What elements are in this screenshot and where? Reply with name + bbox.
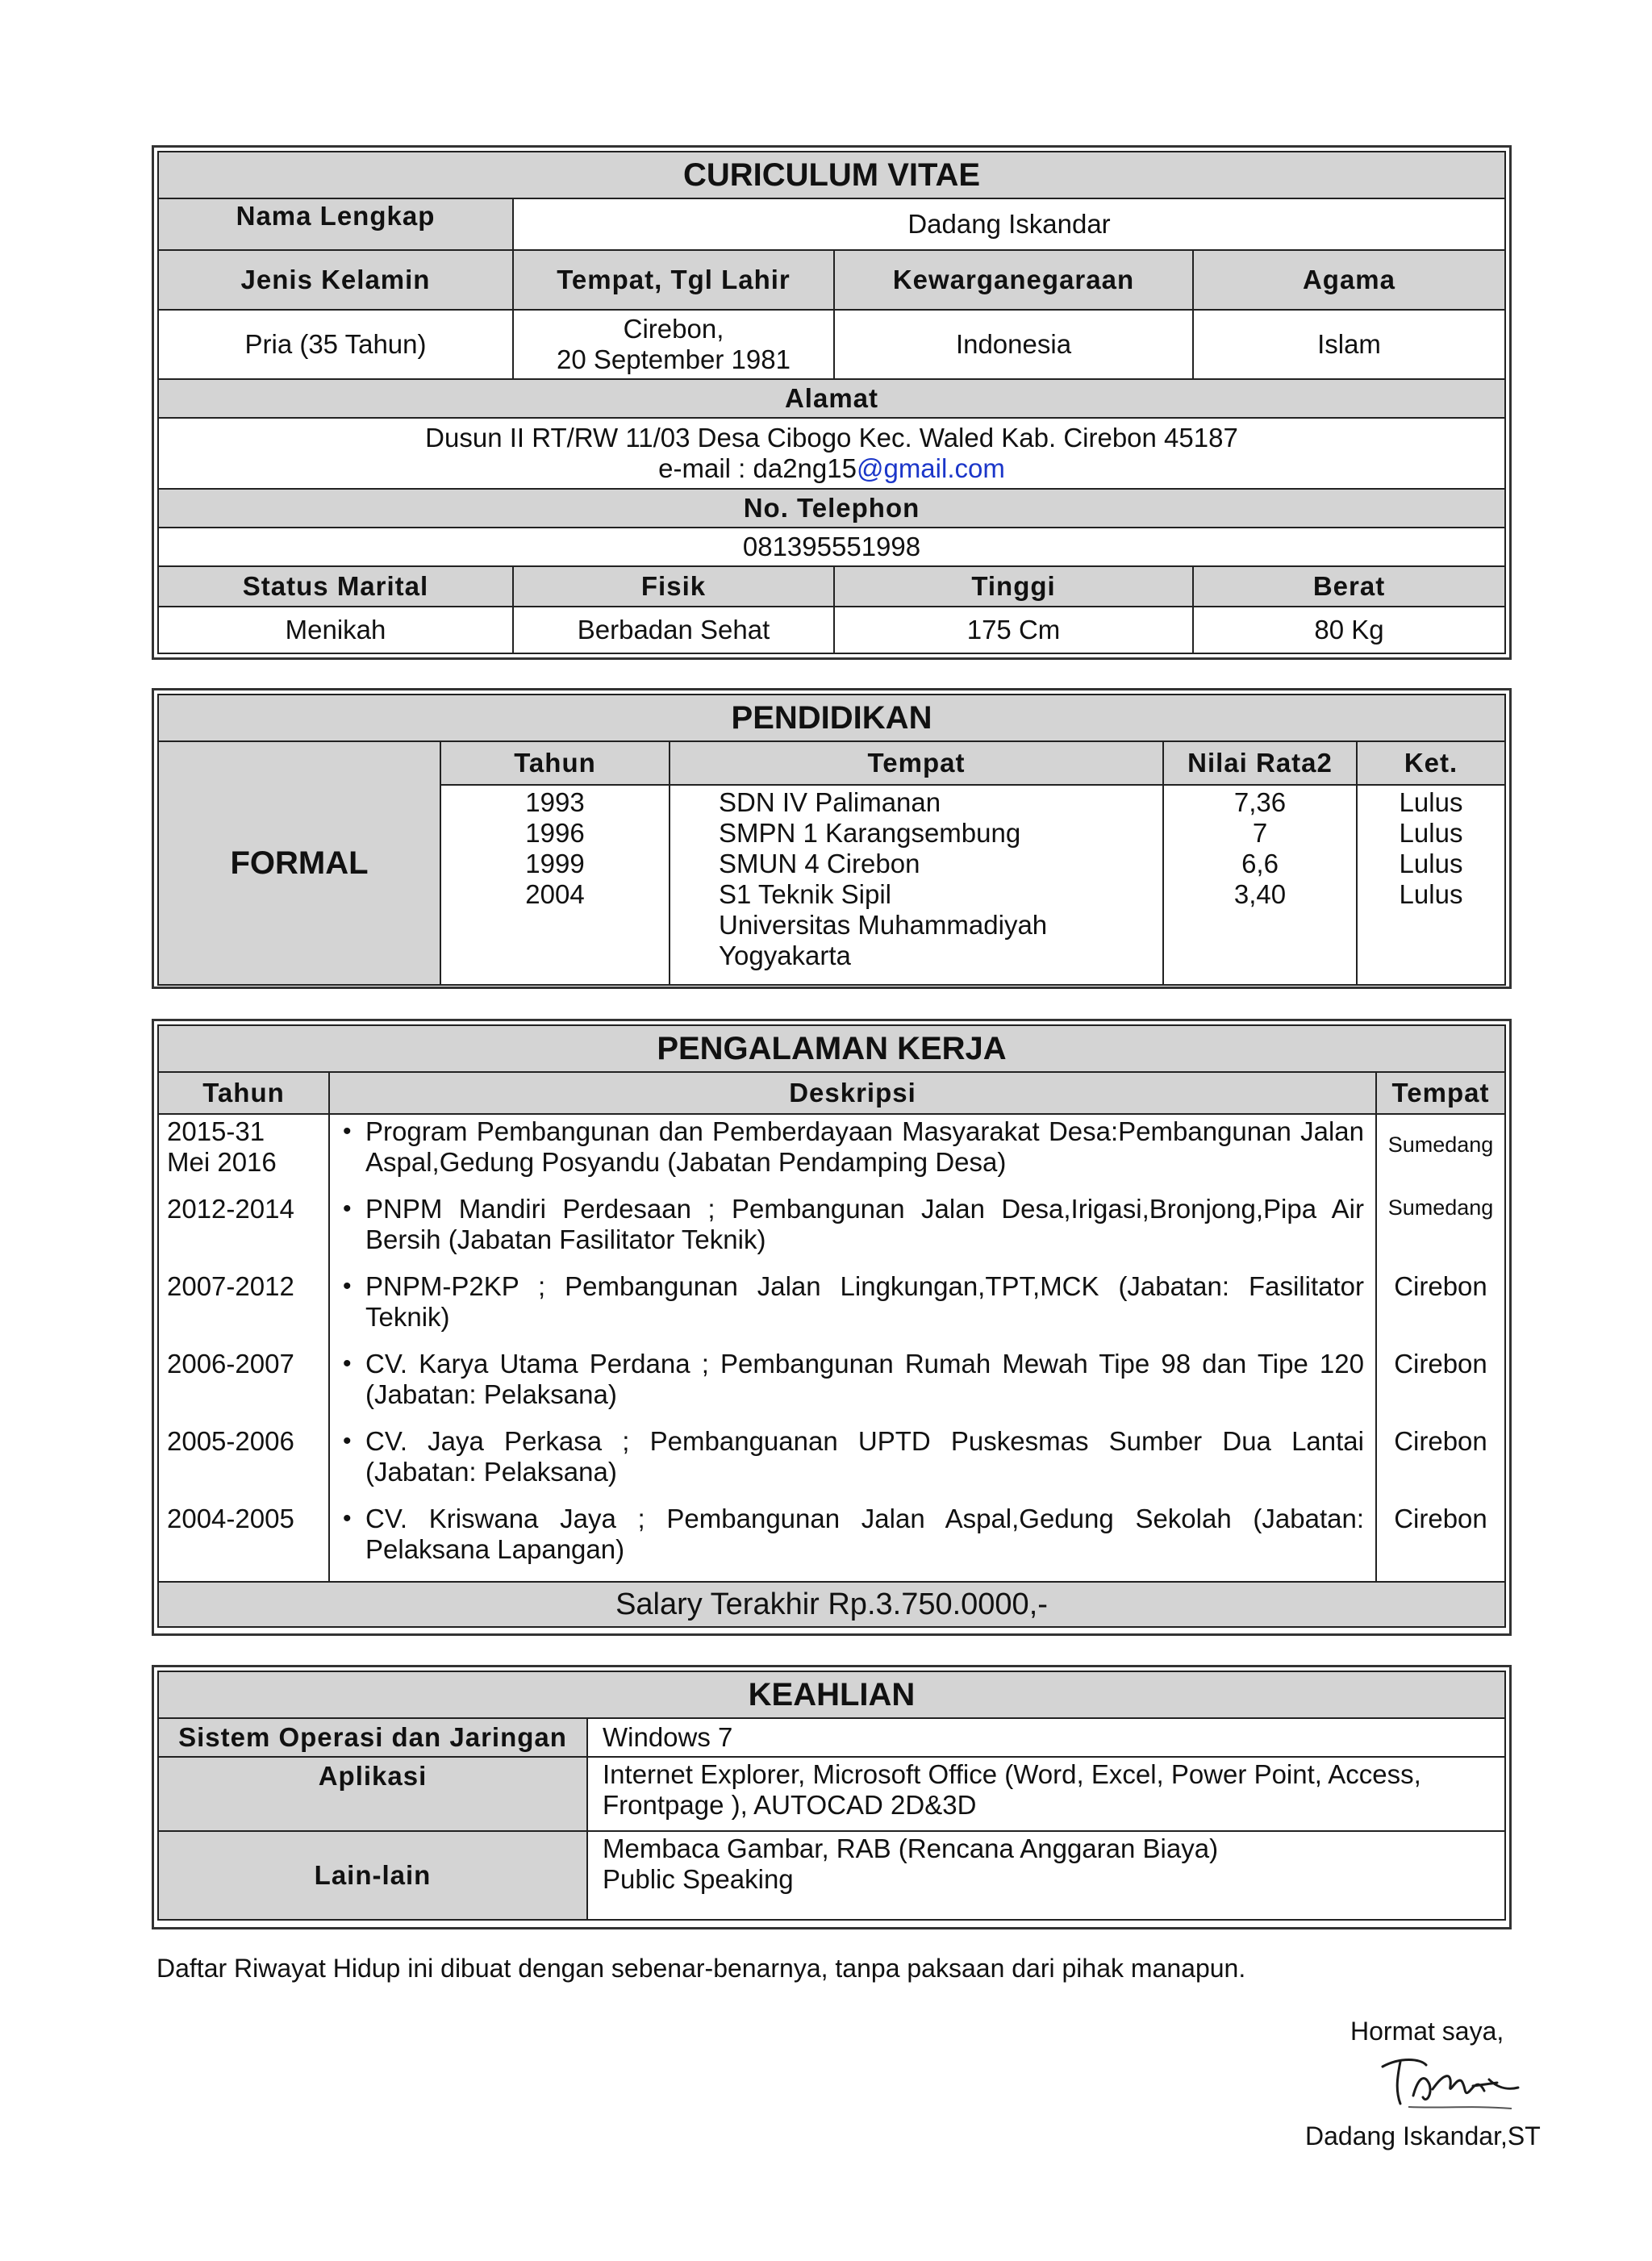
pendidikan-ket-s1: Lulus bbox=[1399, 879, 1463, 909]
pengalaman-deskripsi-1: • Program Pembangunan dan Pemberdayaan Masyarakat Desa:Pembangunan Jalan Aspal,Gedung Posyandu (Jabatan Pendamping Desa) bbox=[338, 1116, 1364, 1194]
pengalaman-tahun-header: Tahun bbox=[158, 1072, 329, 1114]
pendidikan-tempat-header: Tempat bbox=[670, 741, 1163, 785]
pengalaman-deskripsi-5: • CV. Jaya Perkasa ; Pembanguanan UPTD Puskesmas Sumber Dua Lantai (Jabatan: Pelaksana) bbox=[338, 1426, 1364, 1504]
keahlian-aplikasi-line2: Frontpage ), AUTOCAD 2D&3D bbox=[603, 1790, 977, 1820]
pendidikan-tempat-kota: Yogyakarta bbox=[719, 941, 851, 970]
pendidikan-ket-sma: Lulus bbox=[1399, 849, 1463, 878]
cv-title: CURICULUM VITAE bbox=[158, 152, 1505, 198]
kewarganegaraan-header: Kewarganegaraan bbox=[834, 250, 1193, 310]
cv-table bbox=[157, 151, 1506, 654]
pengalaman-deskripsi-header: Deskripsi bbox=[329, 1072, 1376, 1114]
email-prefix: e-mail : da2ng15 bbox=[658, 453, 857, 483]
berat-header: Berat bbox=[1193, 566, 1505, 607]
pengalaman-deskripsi-3: • PNPM-P2KP ; Pembangunan Jalan Lingkungan,TPT,MCK (Jabatan: Fasilitator Teknik) bbox=[338, 1271, 1364, 1349]
keahlian-table bbox=[157, 1671, 1506, 1921]
pendidikan-tempat-sma: SMUN 4 Cirebon bbox=[719, 849, 920, 878]
pengalaman-tempat-6: Cirebon bbox=[1394, 1504, 1487, 1533]
telephon-value: 081395551998 bbox=[158, 528, 1505, 566]
tempat-lahir-line1: Cirebon, bbox=[623, 314, 724, 344]
pengalaman-tahun-2: 2012-2014 bbox=[167, 1194, 294, 1224]
formal-label: FORMAL bbox=[158, 741, 440, 985]
pendidikan-tempat-smp: SMPN 1 Karangsembung bbox=[719, 818, 1021, 848]
keahlian-lain-value bbox=[587, 1831, 1505, 1920]
pendidikan-ket-smp: Lulus bbox=[1399, 818, 1463, 848]
pendidikan-tempat-univ: Universitas Muhammadiyah bbox=[719, 910, 1048, 940]
keahlian-section bbox=[152, 1665, 1512, 1929]
pendidikan-tahun-1996: 1996 bbox=[525, 818, 585, 848]
pendidikan-tahun-1999: 1999 bbox=[525, 849, 585, 878]
pendidikan-ket-sd: Lulus bbox=[1399, 787, 1463, 817]
pendidikan-nilai-sma: 6,6 bbox=[1241, 849, 1279, 878]
cv-section bbox=[152, 145, 1512, 660]
pendidikan-nilai-sd: 7,36 bbox=[1233, 787, 1287, 817]
nama-label: Nama Lengkap bbox=[158, 198, 513, 250]
tempat-lahir-value bbox=[513, 310, 834, 379]
telephon-label: No. Telephon bbox=[158, 489, 1505, 528]
pengalaman-tempat-header: Tempat bbox=[1376, 1072, 1505, 1114]
keahlian-lain-label: Lain-lain bbox=[158, 1831, 587, 1920]
pendidikan-ket-header: Ket. bbox=[1357, 741, 1505, 785]
pengalaman-tempat-5: Cirebon bbox=[1394, 1426, 1487, 1456]
pendidikan-tempat-col bbox=[670, 785, 1163, 985]
pendidikan-tahun-2004: 2004 bbox=[525, 879, 585, 909]
fisik-header: Fisik bbox=[513, 566, 834, 607]
tinggi-value: 175 Cm bbox=[834, 607, 1193, 653]
pengalaman-deskripsi-col bbox=[329, 1114, 1376, 1582]
agama-value: Islam bbox=[1193, 310, 1505, 379]
pengalaman-tempat-3: Cirebon bbox=[1394, 1271, 1487, 1301]
email-text bbox=[167, 453, 1496, 484]
nama-value: Dadang Iskandar bbox=[513, 198, 1505, 250]
fisik-value: Berbadan Sehat bbox=[513, 607, 834, 653]
signature-image bbox=[1376, 2049, 1521, 2115]
keahlian-aplikasi-value bbox=[587, 1757, 1505, 1831]
pengalaman-tempat-1: Sumedang bbox=[1387, 1133, 1494, 1157]
keahlian-aplikasi-label: Aplikasi bbox=[158, 1757, 587, 1831]
pendidikan-tahun-header: Tahun bbox=[440, 741, 670, 785]
pengalaman-tahun-1 bbox=[167, 1116, 320, 1194]
tempat-lahir-line2: 20 September 1981 bbox=[557, 344, 791, 374]
pengalaman-tahun-1a: 2015-31 bbox=[167, 1116, 265, 1146]
pendidikan-ket-col bbox=[1357, 785, 1505, 985]
signature-name: Dadang Iskandar,ST bbox=[1305, 2121, 1541, 2150]
pendidikan-title: PENDIDIKAN bbox=[158, 695, 1505, 741]
status-marital-value: Menikah bbox=[158, 607, 513, 653]
keahlian-aplikasi-line1: Internet Explorer, Microsoft Office (Word, Excel, Power Point, Access, bbox=[603, 1759, 1421, 1789]
jenis-kelamin-header: Jenis Kelamin bbox=[158, 250, 513, 310]
pendidikan-tempat-sd: SDN IV Palimanan bbox=[719, 787, 941, 817]
pendidikan-nilai-s1: 3,40 bbox=[1233, 879, 1287, 909]
pendidikan-section bbox=[152, 688, 1512, 989]
berat-value: 80 Kg bbox=[1193, 607, 1505, 653]
alamat-text: Dusun II RT/RW 11/03 Desa Cibogo Kec. Waled Kab. Cirebon 45187 bbox=[425, 423, 1238, 453]
agama-header: Agama bbox=[1193, 250, 1505, 310]
statement-text: Daftar Riwayat Hidup ini dibuat dengan sebenar-benarnya, tanpa paksaan dari pihak manapun. bbox=[156, 1954, 1246, 1983]
pengalaman-tahun-5: 2005-2006 bbox=[167, 1426, 294, 1456]
alamat-label: Alamat bbox=[158, 379, 1505, 418]
keahlian-os-value: Windows 7 bbox=[587, 1718, 1505, 1757]
keahlian-lain-line1: Membaca Gambar, RAB (Rencana Anggaran Biaya) bbox=[603, 1833, 1219, 1863]
pengalaman-table bbox=[157, 1024, 1506, 1628]
pengalaman-deskripsi-2: • PNPM Mandiri Perdesaan ; Pembangunan Jalan Desa,Irigasi,Bronjong,Pipa Air Bersih (Jabatan Fasilitator Teknik) bbox=[338, 1194, 1364, 1271]
pendidikan-tempat-s1: S1 Teknik Sipil bbox=[719, 879, 892, 909]
pengalaman-deskripsi-6: • CV. Kriswana Jaya ; Pembangunan Jalan Aspal,Gedung Sekolah (Jabatan: Pelaksana Lapangan) bbox=[338, 1504, 1364, 1575]
keahlian-os-label: Sistem Operasi dan Jaringan bbox=[158, 1718, 587, 1757]
pengalaman-tempat-2: Sumedang bbox=[1387, 1195, 1494, 1220]
tinggi-header: Tinggi bbox=[834, 566, 1193, 607]
keahlian-title: KEAHLIAN bbox=[158, 1671, 1505, 1718]
pendidikan-nilai-col bbox=[1163, 785, 1357, 985]
email-domain-link[interactable]: @gmail.com bbox=[856, 453, 1005, 483]
pendidikan-tahun-col bbox=[440, 785, 670, 985]
kewarganegaraan-value: Indonesia bbox=[834, 310, 1193, 379]
pendidikan-table bbox=[157, 694, 1506, 986]
jenis-kelamin-value: Pria (35 Tahun) bbox=[158, 310, 513, 379]
pendidikan-tahun-1993: 1993 bbox=[525, 787, 585, 817]
salary-text: Salary Terakhir Rp.3.750.0000,- bbox=[158, 1582, 1505, 1627]
pengalaman-tahun-4: 2006-2007 bbox=[167, 1349, 294, 1379]
pendidikan-nilai-header: Nilai Rata2 bbox=[1163, 741, 1357, 785]
pengalaman-tahun-6: 2004-2005 bbox=[167, 1504, 294, 1533]
pengalaman-title: PENGALAMAN KERJA bbox=[158, 1025, 1505, 1072]
pengalaman-tahun-3: 2007-2012 bbox=[167, 1271, 294, 1301]
pengalaman-tempat-col bbox=[1376, 1114, 1505, 1582]
status-marital-header: Status Marital bbox=[158, 566, 513, 607]
pengalaman-section bbox=[152, 1019, 1512, 1636]
hormat-text: Hormat saya, bbox=[1350, 2017, 1504, 2046]
pengalaman-deskripsi-4: • CV. Karya Utama Perdana ; Pembangunan Rumah Mewah Tipe 98 dan Tipe 120 (Jabatan: Pelaksana) bbox=[338, 1349, 1364, 1426]
keahlian-lain-line2: Public Speaking bbox=[603, 1864, 794, 1894]
pengalaman-tahun-1b: Mei 2016 bbox=[167, 1147, 277, 1177]
alamat-value bbox=[158, 418, 1505, 489]
pengalaman-tahun-col bbox=[158, 1114, 329, 1582]
pengalaman-tempat-4: Cirebon bbox=[1394, 1349, 1487, 1379]
tempat-lahir-header: Tempat, Tgl Lahir bbox=[513, 250, 834, 310]
pendidikan-nilai-smp: 7 bbox=[1252, 818, 1268, 848]
